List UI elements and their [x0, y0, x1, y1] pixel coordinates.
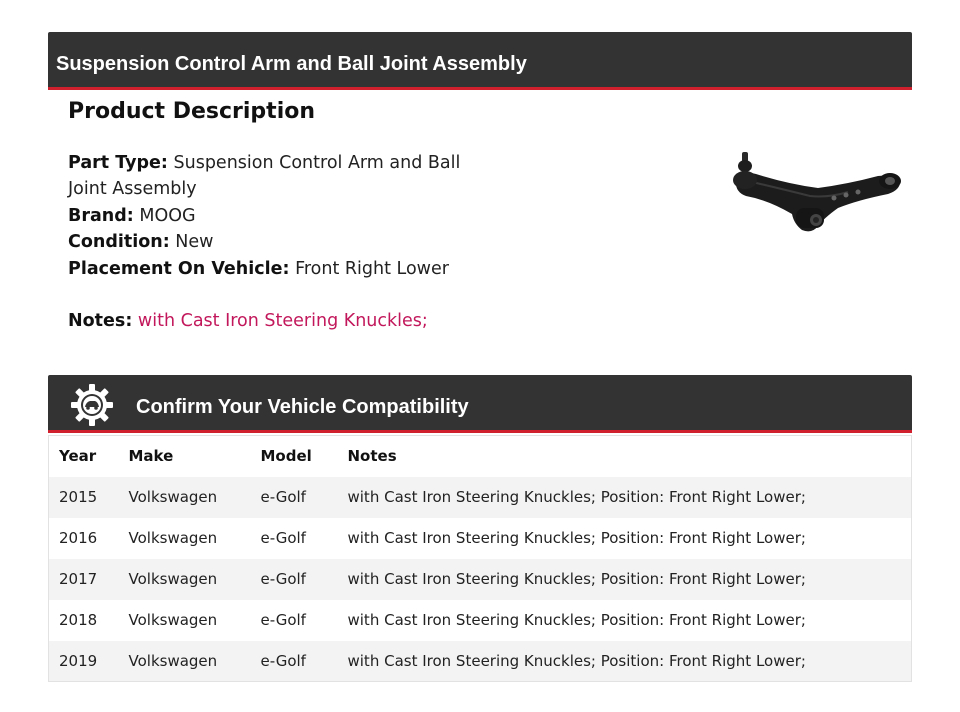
- detail-label: Condition:: [68, 232, 170, 253]
- detail-part-type: [68, 150, 468, 203]
- control-arm-image: [728, 148, 908, 242]
- table-row: [49, 600, 912, 641]
- table-row: [49, 641, 912, 682]
- compatibility-header-bar: [48, 375, 912, 433]
- table-row: [49, 477, 912, 518]
- cell-model: e-Golf: [251, 518, 338, 559]
- gear-car-icon: [70, 383, 114, 427]
- cell-make: Volkswagen: [119, 600, 251, 641]
- cell-make: Volkswagen: [119, 559, 251, 600]
- description-heading: Product Description: [68, 99, 316, 124]
- cell-year: 2017: [49, 559, 119, 600]
- cell-model: e-Golf: [251, 641, 338, 682]
- table-header-row: [49, 436, 912, 477]
- product-details: [68, 150, 468, 282]
- cell-year: 2019: [49, 641, 119, 682]
- detail-value: New: [175, 232, 214, 253]
- cell-make: Volkswagen: [119, 477, 251, 518]
- cell-year: 2015: [49, 477, 119, 518]
- detail-value: Suspension Control Arm and Ball Joint Assembly: [68, 153, 461, 200]
- detail-brand: [68, 203, 468, 229]
- column-header-year: Year: [49, 436, 119, 477]
- cell-notes: with Cast Iron Steering Knuckles; Position: Front Right Lower;: [338, 600, 912, 641]
- cell-notes: with Cast Iron Steering Knuckles; Position: Front Right Lower;: [338, 641, 912, 682]
- cell-make: Volkswagen: [119, 641, 251, 682]
- cell-year: 2016: [49, 518, 119, 559]
- detail-condition: [68, 229, 468, 255]
- cell-year: 2018: [49, 600, 119, 641]
- notes-value: with Cast Iron Steering Knuckles;: [137, 311, 428, 331]
- cell-notes: with Cast Iron Steering Knuckles; Position: Front Right Lower;: [338, 477, 912, 518]
- detail-value: MOOG: [139, 205, 196, 226]
- column-header-notes: Notes: [338, 436, 912, 477]
- cell-notes: with Cast Iron Steering Knuckles; Position: Front Right Lower;: [338, 518, 912, 559]
- column-header-make: Make: [119, 436, 251, 477]
- cell-make: Volkswagen: [119, 518, 251, 559]
- detail-label: Placement On Vehicle:: [68, 258, 290, 279]
- detail-label: Brand:: [68, 205, 134, 226]
- detail-label: Part Type:: [68, 153, 168, 173]
- table-row: [49, 518, 912, 559]
- cell-model: e-Golf: [251, 600, 338, 641]
- product-header-bar: [48, 32, 912, 90]
- table-row: [49, 559, 912, 600]
- compatibility-table: [48, 435, 912, 682]
- column-header-model: Model: [251, 436, 338, 477]
- detail-value: Front Right Lower: [295, 258, 449, 279]
- detail-placement: [68, 256, 468, 282]
- cell-notes: with Cast Iron Steering Knuckles; Position: Front Right Lower;: [338, 559, 912, 600]
- notes-label: Notes:: [68, 311, 133, 331]
- cell-model: e-Golf: [251, 477, 338, 518]
- product-title: Suspension Control Arm and Ball Joint Assembly: [56, 53, 527, 75]
- compatibility-title: Confirm Your Vehicle Compatibility: [136, 396, 469, 418]
- cell-model: e-Golf: [251, 559, 338, 600]
- product-notes: [68, 308, 428, 334]
